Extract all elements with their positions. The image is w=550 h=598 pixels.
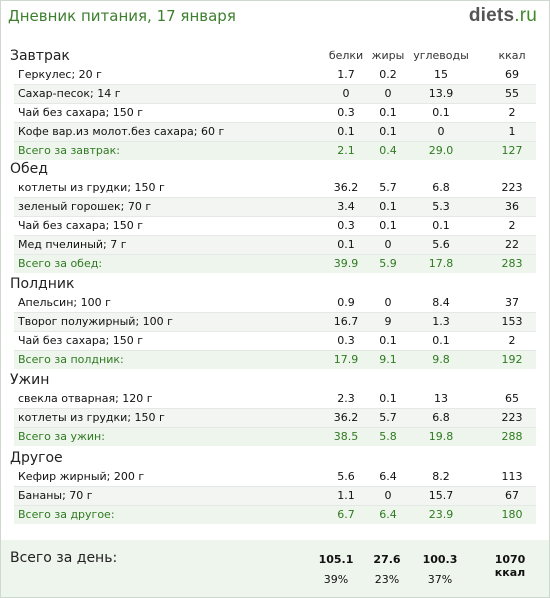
item-name: Всего за ужин:: [18, 430, 105, 443]
header: [1, 1, 549, 34]
day-total-fat: 27.6: [373, 553, 401, 566]
item-name: Чай без сахара; 150 г: [18, 219, 144, 232]
kcal-value: 223: [501, 411, 523, 424]
carbs-value: 23.9: [428, 508, 454, 521]
food-row[interactable]: [14, 217, 536, 236]
protein-value: 1.7: [337, 68, 355, 81]
section-total-row: [14, 428, 536, 446]
protein-value: 0.3: [337, 106, 355, 119]
item-name: Сахар-песок; 14 г: [18, 87, 121, 100]
carbs-value: 6.8: [432, 181, 450, 194]
fat-value: 0.1: [379, 106, 397, 119]
kcal-value: 113: [501, 470, 523, 483]
protein-value: 38.5: [333, 430, 359, 443]
day-carbs-percent: 37%: [427, 573, 453, 586]
food-row[interactable]: [14, 294, 536, 313]
carbs-value: 13: [434, 392, 448, 405]
food-row[interactable]: [14, 236, 536, 255]
fat-value: 0.1: [379, 334, 397, 347]
carbs-value: 0.1: [432, 334, 450, 347]
carbs-value: 5.6: [432, 238, 450, 251]
protein-value: 2.1: [337, 144, 355, 157]
protein-value: 0.1: [337, 125, 355, 138]
fat-value: 0.4: [379, 144, 397, 157]
fat-value: 0.1: [379, 392, 397, 405]
carbs-value: 5.3: [432, 200, 450, 213]
fat-value: 5.7: [379, 411, 397, 424]
protein-value: 3.4: [337, 200, 355, 213]
item-name: Творог полужирный; 100 г: [18, 315, 173, 328]
kcal-value: 2: [508, 219, 516, 232]
fat-value: 0: [384, 238, 392, 251]
protein-value: 2.3: [337, 392, 355, 405]
fat-value: 0: [384, 296, 392, 309]
food-row[interactable]: [14, 409, 536, 428]
fat-value: 5.9: [379, 257, 397, 270]
section-total-row: [14, 255, 536, 273]
carbs-value: 29.0: [428, 144, 454, 157]
fat-value: 0.1: [379, 219, 397, 232]
item-name: Чай без сахара; 150 г: [18, 334, 144, 347]
logo-tld: .ru: [514, 5, 537, 26]
kcal-value: 37: [505, 296, 519, 309]
carbs-value: 0.1: [432, 106, 450, 119]
kcal-value: 69: [505, 68, 519, 81]
protein-value: 0.1: [337, 238, 355, 251]
col-carbs: углеводы: [413, 49, 469, 62]
carbs-value: 6.8: [432, 411, 450, 424]
carbs-value: 9.8: [432, 353, 450, 366]
protein-value: 6.7: [337, 508, 355, 521]
carbs-value: 17.8: [428, 257, 454, 270]
kcal-value: 55: [505, 87, 519, 100]
protein-value: 39.9: [333, 257, 359, 270]
protein-value: 36.2: [333, 411, 359, 424]
item-name: Всего за другое:: [18, 508, 115, 521]
day-total-kcal: 1070 ккал: [494, 553, 526, 579]
item-name: Чай без сахара; 150 г: [18, 106, 144, 119]
item-name: Бананы; 70 г: [18, 489, 93, 502]
food-row[interactable]: [14, 123, 536, 142]
day-total-label: Всего за день:: [10, 550, 118, 566]
fat-value: 9: [384, 315, 392, 328]
carbs-value: 15.7: [428, 489, 454, 502]
day-fat-percent: 23%: [374, 573, 400, 586]
protein-value: 1.1: [337, 489, 355, 502]
fat-value: 6.4: [379, 508, 397, 521]
kcal-value: 2: [508, 334, 516, 347]
kcal-value: 180: [501, 508, 523, 521]
food-row[interactable]: [14, 487, 536, 506]
food-row[interactable]: [14, 332, 536, 351]
food-row[interactable]: [14, 66, 536, 85]
food-row[interactable]: [14, 179, 536, 198]
item-name: Всего за полдник:: [18, 353, 124, 366]
kcal-value: 67: [505, 489, 519, 502]
food-row[interactable]: [14, 85, 536, 104]
fat-value: 0.2: [379, 68, 397, 81]
fat-value: 0.1: [379, 125, 397, 138]
food-row[interactable]: [14, 104, 536, 123]
item-name: котлеты из грудки; 150 г: [18, 181, 165, 194]
carbs-value: 0.1: [432, 219, 450, 232]
col-kcal: ккал: [498, 49, 526, 62]
carbs-value: 8.4: [432, 296, 450, 309]
section-title: Обед: [10, 161, 48, 177]
carbs-value: 19.8: [428, 430, 454, 443]
section-title: Другое: [10, 450, 63, 466]
day-protein-percent: 39%: [323, 573, 349, 586]
item-name: Геркулес; 20 г: [18, 68, 102, 81]
protein-value: 0.3: [337, 219, 355, 232]
fat-value: 6.4: [379, 470, 397, 483]
kcal-value: 22: [505, 238, 519, 251]
section-title: Полдник: [10, 276, 75, 292]
kcal-value: 288: [501, 430, 523, 443]
logo-name: diets: [468, 5, 515, 26]
col-fat: жиры: [371, 49, 405, 62]
carbs-value: 15: [434, 68, 448, 81]
fat-value: 0: [384, 87, 392, 100]
kcal-value: 65: [505, 392, 519, 405]
fat-value: 0: [384, 489, 392, 502]
item-name: Кефир жирный; 200 г: [18, 470, 145, 483]
item-name: Всего за обед:: [18, 257, 103, 270]
item-name: Апельсин; 100 г: [18, 296, 111, 309]
protein-value: 36.2: [333, 181, 359, 194]
fat-value: 0.1: [379, 200, 397, 213]
item-name: свекла отварная; 120 г: [18, 392, 153, 405]
protein-value: 0.9: [337, 296, 355, 309]
section-total-row: [14, 142, 536, 160]
item-name: котлеты из грудки; 150 г: [18, 411, 165, 424]
protein-value: 17.9: [333, 353, 359, 366]
site-logo[interactable]: [469, 5, 537, 27]
day-total-protein: 105.1: [318, 553, 354, 566]
food-row[interactable]: [14, 468, 536, 487]
protein-value: 16.7: [333, 315, 359, 328]
page-title: Дневник питания, 17 января: [8, 7, 236, 25]
carbs-value: 8.2: [432, 470, 450, 483]
fat-value: 9.1: [379, 353, 397, 366]
kcal-value: 36: [505, 200, 519, 213]
item-name: зеленый горошек; 70 г: [18, 200, 152, 213]
kcal-value: 223: [501, 181, 523, 194]
item-name: Всего за завтрак:: [18, 144, 121, 157]
day-total: [1, 540, 549, 597]
carbs-value: 1.3: [432, 315, 450, 328]
food-row[interactable]: [14, 313, 536, 332]
section-total-row: [14, 506, 536, 524]
protein-value: 0: [342, 87, 350, 100]
food-row[interactable]: [14, 198, 536, 217]
kcal-value: 153: [501, 315, 523, 328]
protein-value: 0.3: [337, 334, 355, 347]
section-title: Ужин: [10, 372, 50, 388]
fat-value: 5.7: [379, 181, 397, 194]
kcal-value: 1: [508, 125, 516, 138]
section-title: Завтрак: [10, 48, 70, 64]
kcal-value: 192: [501, 353, 523, 366]
section-total-row: [14, 351, 536, 369]
carbs-value: 13.9: [428, 87, 454, 100]
day-total-carbs: 100.3: [422, 553, 458, 566]
kcal-value: 283: [501, 257, 523, 270]
carbs-value: 0: [437, 125, 445, 138]
item-name: Кофе вар.из молот.без сахара; 60 г: [18, 125, 225, 138]
kcal-value: 2: [508, 106, 516, 119]
fat-value: 5.8: [379, 430, 397, 443]
protein-value: 5.6: [337, 470, 355, 483]
col-protein: белки: [328, 49, 364, 62]
item-name: Мед пчелиный; 7 г: [18, 238, 127, 251]
food-row[interactable]: [14, 390, 536, 409]
kcal-value: 127: [501, 144, 523, 157]
